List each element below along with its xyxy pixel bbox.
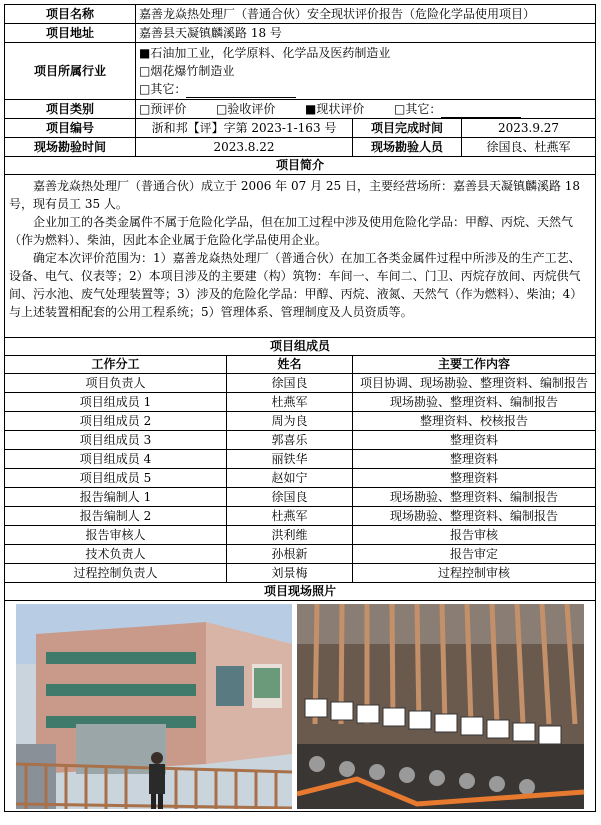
member-role: 过程控制负责人 <box>5 564 227 583</box>
member-row <box>5 507 596 526</box>
photos-cell <box>5 601 596 812</box>
member-work: 现场勘验、整理资料、编制报告 <box>353 393 596 412</box>
project-number-label: 项目编号 <box>5 119 136 138</box>
project-industry-options <box>136 43 596 100</box>
member-work: 项目协调、现场勘验、整理资料、编制报告 <box>353 374 596 393</box>
member-name: 周为良 <box>227 412 353 431</box>
member-work: 报告审核 <box>353 526 596 545</box>
member-row <box>5 374 596 393</box>
member-name: 刘景梅 <box>227 564 353 583</box>
industry-option-other: □其它： <box>139 80 592 98</box>
survey-people-value: 徐国良、杜燕军 <box>462 138 596 157</box>
members-header-work: 主要工作内容 <box>353 356 596 374</box>
project-category-options <box>136 100 596 119</box>
project-complete-label: 项目完成时间 <box>353 119 462 138</box>
member-work: 整理资料 <box>353 450 596 469</box>
member-work: 整理资料 <box>353 469 596 488</box>
intro-body <box>5 175 596 338</box>
intro-paragraph-1: 嘉善龙焱热处理厂（普通合伙）成立于 2006 年 07 月 25 日，主要经营场所：嘉善县天凝镇麟溪路 18 号，现有员工 35 人。 <box>9 179 581 211</box>
member-row <box>5 450 596 469</box>
member-name: 丽铁华 <box>227 450 353 469</box>
member-role: 报告编制人 1 <box>5 488 227 507</box>
member-row <box>5 564 596 583</box>
member-name: 孙根新 <box>227 545 353 564</box>
survey-people-label: 现场勘验人员 <box>353 138 462 157</box>
member-name: 郭喜乐 <box>227 431 353 450</box>
member-row <box>5 526 596 545</box>
members-header-name: 姓名 <box>227 356 353 374</box>
category-option-acceptance: □验收评价 <box>216 101 276 116</box>
industry-option-petrochem: ■石油加工业，化学原料、化学品及医药制造业 <box>139 46 391 60</box>
intro-paragraph-3: 确定本次评价范围为：1）嘉善龙焱热处理厂（普通合伙）在加工各类金属件过程中所涉及的生产工艺、设备、电气、仪表等；2）本项目涉及的主要建（构）筑物：车间一、车间二、门卫、丙烷存放间、丙烷供气间、污水池、废气处理装置等；3）涉及的危险化学品：甲醇、丙烷、液氮、天然气（作为燃料）、柴油；4）与上述装置相配套的公用工程系统；5）管理体系、管理制度及人员资质等。 <box>9 251 583 319</box>
project-category-label: 项目类别 <box>5 100 136 119</box>
member-row <box>5 545 596 564</box>
project-info-table <box>4 4 596 812</box>
intro-title: 项目简介 <box>5 157 596 175</box>
survey-time-value: 2023.8.22 <box>136 138 353 157</box>
member-role: 项目组成员 3 <box>5 431 227 450</box>
category-option-other: □其它： <box>394 101 442 116</box>
member-work: 整理资料 <box>353 431 596 450</box>
survey-time-label: 现场勘验时间 <box>5 138 136 157</box>
member-role: 报告审核人 <box>5 526 227 545</box>
member-role: 技术负责人 <box>5 545 227 564</box>
member-work: 整理资料、校核报告 <box>353 412 596 431</box>
member-row <box>5 488 596 507</box>
member-role: 项目负责人 <box>5 374 227 393</box>
member-role: 项目组成员 1 <box>5 393 227 412</box>
intro-paragraph-2: 企业加工的各类金属件不属于危险化学品，但在加工过程中涉及使用危险化学品：甲醇、丙烷、天然气（作为燃料）、柴油，因此本企业属于危险化学品使用企业。 <box>9 215 574 247</box>
project-address-label: 项目地址 <box>5 24 136 43</box>
industry-option-fireworks: □烟花爆竹制造业 <box>139 64 235 78</box>
member-role: 项目组成员 2 <box>5 412 227 431</box>
member-name: 徐国良 <box>227 488 353 507</box>
project-number-value: 浙和邦【评】字第 2023-1-163 号 <box>136 119 353 138</box>
member-role: 项目组成员 5 <box>5 469 227 488</box>
project-name-value: 嘉善龙焱热处理厂（普通合伙）安全现状评价报告（危险化学品使用项目） <box>136 5 596 24</box>
member-role: 项目组成员 4 <box>5 450 227 469</box>
project-name-label: 项目名称 <box>5 5 136 24</box>
site-photo-building <box>16 604 292 809</box>
member-name: 杜燕军 <box>227 507 353 526</box>
project-complete-value: 2023.9.27 <box>462 119 596 138</box>
category-option-pre: □预评价 <box>139 101 187 116</box>
member-name: 洪利维 <box>227 526 353 545</box>
member-name: 徐国良 <box>227 374 353 393</box>
member-work: 现场勘验、整理资料、编制报告 <box>353 507 596 526</box>
member-row <box>5 469 596 488</box>
member-row <box>5 412 596 431</box>
photos-title: 项目现场照片 <box>5 583 596 601</box>
member-work: 报告审定 <box>353 545 596 564</box>
member-name: 杜燕军 <box>227 393 353 412</box>
member-name: 赵如宁 <box>227 469 353 488</box>
member-row <box>5 393 596 412</box>
member-work: 现场勘验、整理资料、编制报告 <box>353 488 596 507</box>
project-address-value: 嘉善县天凝镇麟溪路 18 号 <box>136 24 596 43</box>
members-title: 项目组成员 <box>5 338 596 356</box>
member-role: 报告编制人 2 <box>5 507 227 526</box>
site-photo-equipment <box>297 604 584 809</box>
member-row <box>5 431 596 450</box>
project-industry-label: 项目所属行业 <box>5 43 136 100</box>
member-work: 过程控制审核 <box>353 564 596 583</box>
category-option-current: ■现状评价 <box>305 101 365 116</box>
members-header-role: 工作分工 <box>5 356 227 374</box>
